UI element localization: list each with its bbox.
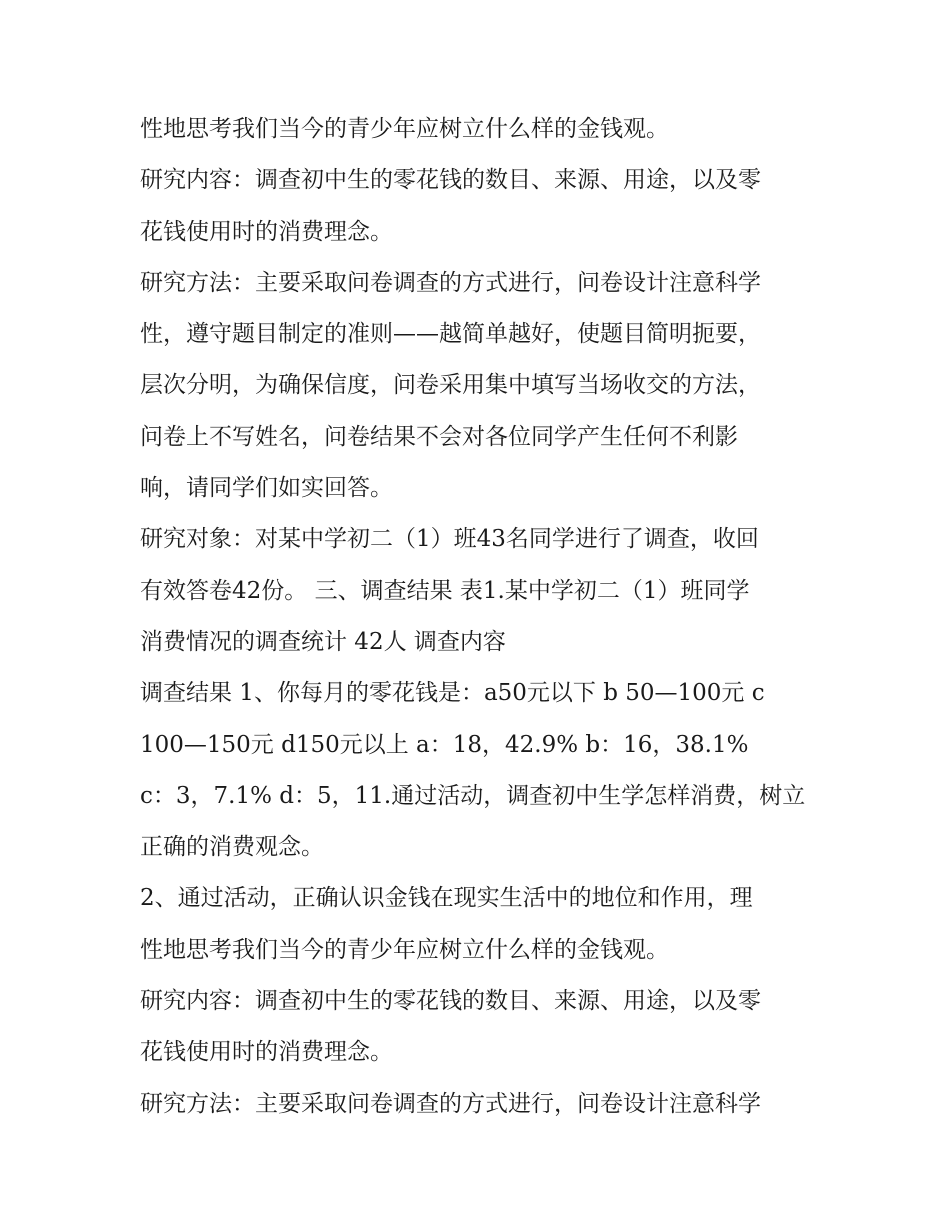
text-line: 消费情况的调查统计 42人 调查内容 bbox=[140, 628, 506, 655]
text-line: 研究内容：调查初中生的零花钱的数目、来源、用途，以及零 bbox=[140, 988, 761, 1015]
text-line: 研究方法：主要采取问卷调查的方式进行，问卷设计注意科学 bbox=[140, 269, 761, 296]
text-line: 性，遵守题目制定的准则——越简单越好，使题目简明扼要， bbox=[140, 321, 761, 348]
text-line: 层次分明，为确保信度，问卷采用集中填写当场收交的方法， bbox=[140, 372, 761, 399]
text-line: 性地思考我们当今的青少年应树立什么样的金钱观。 bbox=[140, 116, 669, 142]
text-line: 响，请同学们如实回答。 bbox=[140, 475, 393, 502]
text-line: 研究内容：调查初中生的零花钱的数目、来源、用途，以及零 bbox=[140, 167, 761, 194]
document-body bbox=[140, 104, 820, 1130]
text-line: 有效答卷42份。 三、调查结果 表1.某中学初二（1）班同学 bbox=[140, 577, 750, 604]
text-line: 花钱使用时的消费理念。 bbox=[140, 1039, 393, 1066]
text-line: 花钱使用时的消费理念。 bbox=[140, 218, 393, 245]
text-line: 研究对象：对某中学初二（1）班43名同学进行了调查，收回 bbox=[140, 526, 759, 553]
text-line: c：3，7.1% d：5，11.通过活动，调查初中生学怎样消费，树立 bbox=[140, 782, 806, 809]
text-line: 调查结果 1、你每月的零花钱是：a50元以下 b 50—100元 c bbox=[140, 680, 765, 707]
text-line: 正确的消费观念。 bbox=[140, 834, 324, 861]
text-line: 研究方法：主要采取问卷调查的方式进行，问卷设计注意科学 bbox=[140, 1090, 761, 1117]
text-line: 2、通过活动，正确认识金钱在现实生活中的地位和作用，理 bbox=[140, 885, 753, 912]
text-line: 性地思考我们当今的青少年应树立什么样的金钱观。 bbox=[140, 936, 669, 963]
text-line: 100—150元 d150元以上 a：18，42.9% b：16，38.1% bbox=[140, 731, 749, 758]
text-line: 问卷上不写姓名，问卷结果不会对各位同学产生任何不利影 bbox=[140, 423, 738, 450]
